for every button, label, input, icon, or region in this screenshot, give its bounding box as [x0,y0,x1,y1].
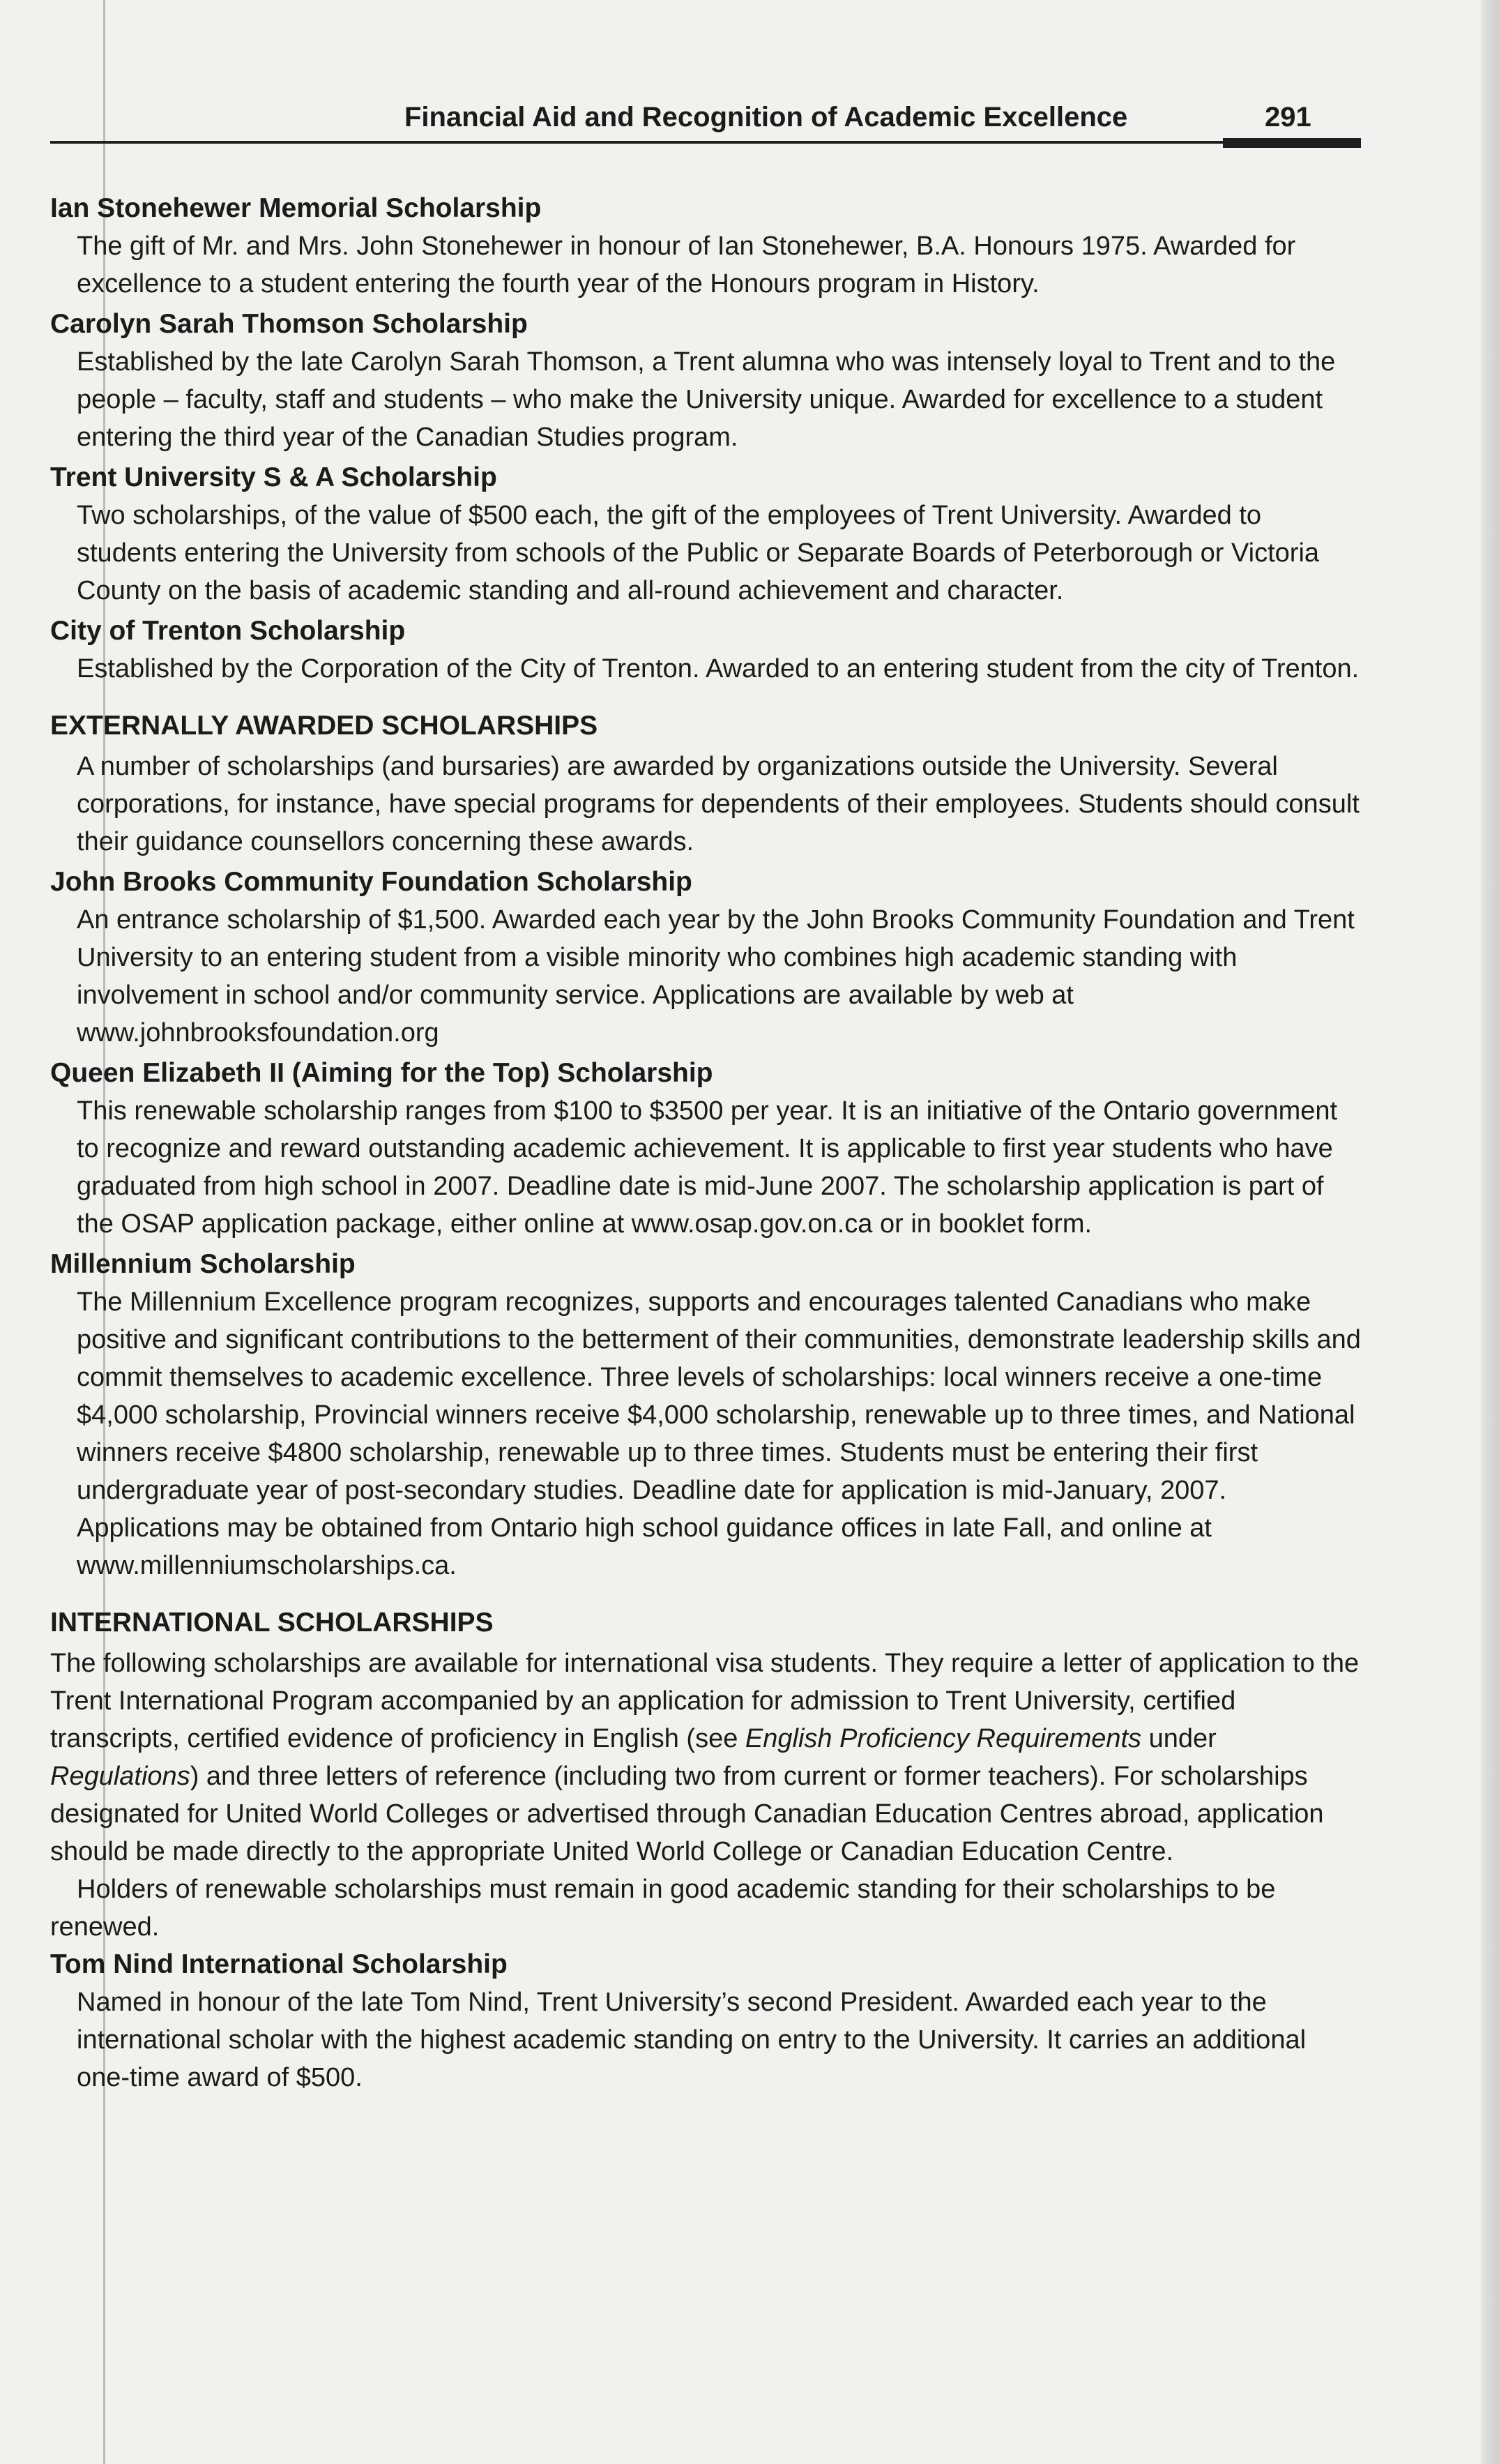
scholarship-title: Trent University S & A Scholarship [50,462,497,492]
scholarship-entry [50,1055,1362,1243]
scholarship-description: This renewable scholarship ranges from $100 to $3500 per year. It is an initiative of the Ontario government to recognize and reward outstanding academic achievement. It is applicable to first year students who have graduated from high school in 2007. Deadline date is mid-June 2007. The scholarship application is part of the OSAP application package, either online at www.osap.gov.on.ca or in booklet form. [77,1096,1338,1239]
scan-edge [1481,0,1499,2464]
scholarship-description: Named in honour of the late Tom Nind, Trent University’s second President. Awarded each year to the international scholar with the highest academic standing on entry to the University. It carries an additional one-time award of $500. [77,1988,1307,2092]
scholarship-title: Millennium Scholarship [50,1249,356,1279]
scholarship-title: Tom Nind International Scholarship [50,1949,508,1979]
scholarship-entry [50,863,1362,1052]
scholarship-title: John Brooks Community Foundation Scholarship [50,867,692,897]
scholarship-description: The gift of Mr. and Mrs. John Stonehewer in honour of Ian Stonehewer, B.A. Honours 1975. Awarded for excellence to a student entering the fourth year of the Honours program in History. [77,232,1296,298]
scholarship-entry [50,305,1362,456]
section-intro-external: A number of scholarships (and bursaries) are awarded by organizations outside the University. Several corporations, for instance, have special programs for dependents of their employees. Students should consult their guidance counsellors concerning these awards. [77,752,1360,856]
scholarship-entry [50,612,1362,688]
intro-italic: Regulations [50,1762,190,1791]
scholarship-entry [50,1946,1362,2096]
scholarship-description: Established by the late Carolyn Sarah Thomson, a Trent alumna who was intensely loyal to Trent and to the people – faculty, staff and students – who make the University unique. Awarded for excellence to a student entering the third year of the Canadian Studies program. [77,347,1336,452]
page-number: 291 [1265,102,1311,133]
scholarship-entry [50,1246,1362,1585]
scholarship-title: Carolyn Sarah Thomson Scholarship [50,309,528,339]
scholarship-entry [50,459,1362,610]
scholarship-entry [50,190,1362,303]
page-content [50,190,1362,2096]
intro-text: ) and three letters of reference (including two from current or former teachers). For scholarships designated for United World Colleges or advertised through Canadian Education Centres abroad, application should be made directly to the appropriate United World College or Canadian Education Centre. [50,1762,1324,1866]
section-intro-international [50,1645,1362,1870]
running-header [50,96,1362,149]
header-rule-accent [1223,138,1361,148]
intro-italic: English Proficiency Requirements [745,1724,1142,1753]
header-rule [50,141,1361,144]
section-heading-international: INTERNATIONAL SCHOLARSHIPS [50,1608,494,1638]
page [50,96,1362,2099]
renewal-note: Holders of renewable scholarships must remain in good academic standing for their scholarships to be renewed. [50,1875,1276,1942]
scholarship-description: Two scholarships, of the value of $500 each, the gift of the employees of Trent University. Awarded to students entering the University from schools of the Public or Separate Boards of Peterborough or Victoria County on the basis of academic standing and all-round achievement and character. [77,501,1320,605]
scholarship-description: An entrance scholarship of $1,500. Awarded each year by the John Brooks Community Foundation and Trent University to an entering student from a visible minority who combines high academic standing with involvement in school and/or community service. Applications are available by web at www.johnbrooksfoundation.org [77,905,1355,1048]
scholarship-description: The Millennium Excellence program recognizes, supports and encourages talented Canadians who make positive and significant contributions to the betterment of their communities, demonstrate leadership skills and commit themselves to academic excellence. Three levels of scholarships: local winners receive a one-time $4,000 scholarship, Provincial winners receive $4,000 scholarship, renewable up to three times, and National winners receive $4800 scholarship, renewable up to three times. Students must be entering their first undergraduate year of post-secondary studies. Deadline date for application is mid-January, 2007. Applications may be obtained from Ontario high school guidance offices in late Fall, and online at www.millenniumscholarships.ca. [77,1287,1361,1580]
scholarship-title: City of Trenton Scholarship [50,616,406,646]
section-heading-external: EXTERNALLY AWARDED SCHOLARSHIPS [50,711,598,741]
scholarship-title: Ian Stonehewer Memorial Scholarship [50,193,542,223]
scholarship-title: Queen Elizabeth II (Aiming for the Top) Scholarship [50,1058,713,1088]
scholarship-description: Established by the Corporation of the City of Trenton. Awarded to an entering student from the city of Trenton. [77,654,1360,683]
running-header-title: Financial Aid and Recognition of Academic Excellence [404,102,1128,133]
intro-text: under [1141,1724,1217,1753]
intro-text: The following scholarships are available for international visa students. They require a letter of application to the Trent International Program accompanied by an application for admission to Trent University, certified transcripts, certified evidence of proficiency in English (see [50,1649,1360,1753]
